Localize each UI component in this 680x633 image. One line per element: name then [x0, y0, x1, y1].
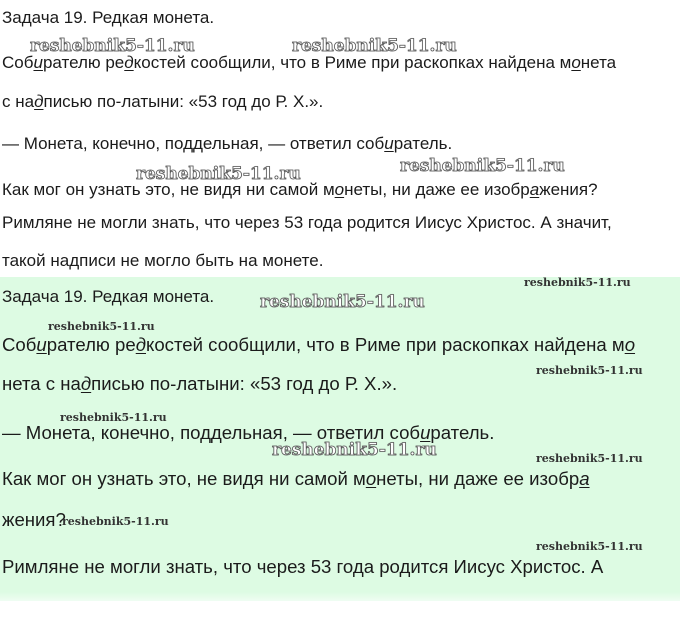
paragraph-line: с надписью по-латыни: «53 год до Р. Х.».	[2, 92, 324, 111]
paragraph-line: Собирателю редкостей сообщили, что в Риме при раскопках найдена монета	[2, 53, 617, 72]
paragraph-line: такой надписи не могло быть на монете.	[2, 251, 324, 270]
paragraph-line: Как мог он узнать это, не видя ни самой монеты, ни даже ее изобра	[2, 468, 590, 489]
watermark: reshebnik5-11.ru	[292, 36, 457, 56]
paragraph-line: жения?	[2, 509, 66, 530]
task-title: Задача 19. Редкая монета.	[2, 8, 215, 27]
watermark: reshebnik5-11.ru	[536, 364, 643, 377]
watermark: reshebnik5-11.ru	[48, 320, 155, 333]
paragraph-line: Как мог он узнать это, не видя ни самой монеты, ни даже ее изображения?	[2, 180, 598, 199]
paragraph-line: нета с надписью по-латыни: «53 год до Р. Х.».	[2, 373, 398, 394]
paragraph-line: Римляне не могли знать, что через 53 года родится Иисус Христос. А значит,	[2, 213, 612, 232]
watermark: reshebnik5-11.ru	[524, 276, 631, 289]
paragraph-line: Собирателю редкостей сообщили, что в Риме при раскопках найдена мо	[2, 334, 636, 355]
watermark: reshebnik5-11.ru	[400, 156, 565, 176]
watermark: reshebnik5-11.ru	[62, 515, 169, 528]
paragraph-line: — Монета, конечно, поддельная, — ответил собиратель.	[2, 422, 495, 443]
paragraph-line: Римляне не могли знать, что через 53 года родится Иисус Христос. А	[2, 556, 604, 577]
watermark: reshebnik5-11.ru	[272, 440, 437, 460]
watermark: reshebnik5-11.ru	[536, 452, 643, 465]
watermark: reshebnik5-11.ru	[536, 540, 643, 553]
watermark: reshebnik5-11.ru	[136, 164, 301, 184]
task-title: Задача 19. Редкая монета.	[2, 287, 215, 306]
watermark: reshebnik5-11.ru	[260, 292, 425, 312]
bottom-fade	[0, 592, 680, 633]
watermark: reshebnik5-11.ru	[60, 411, 167, 424]
watermark: reshebnik5-11.ru	[30, 36, 195, 56]
paragraph-line: — Монета, конечно, поддельная, — ответил собиратель.	[2, 134, 453, 153]
